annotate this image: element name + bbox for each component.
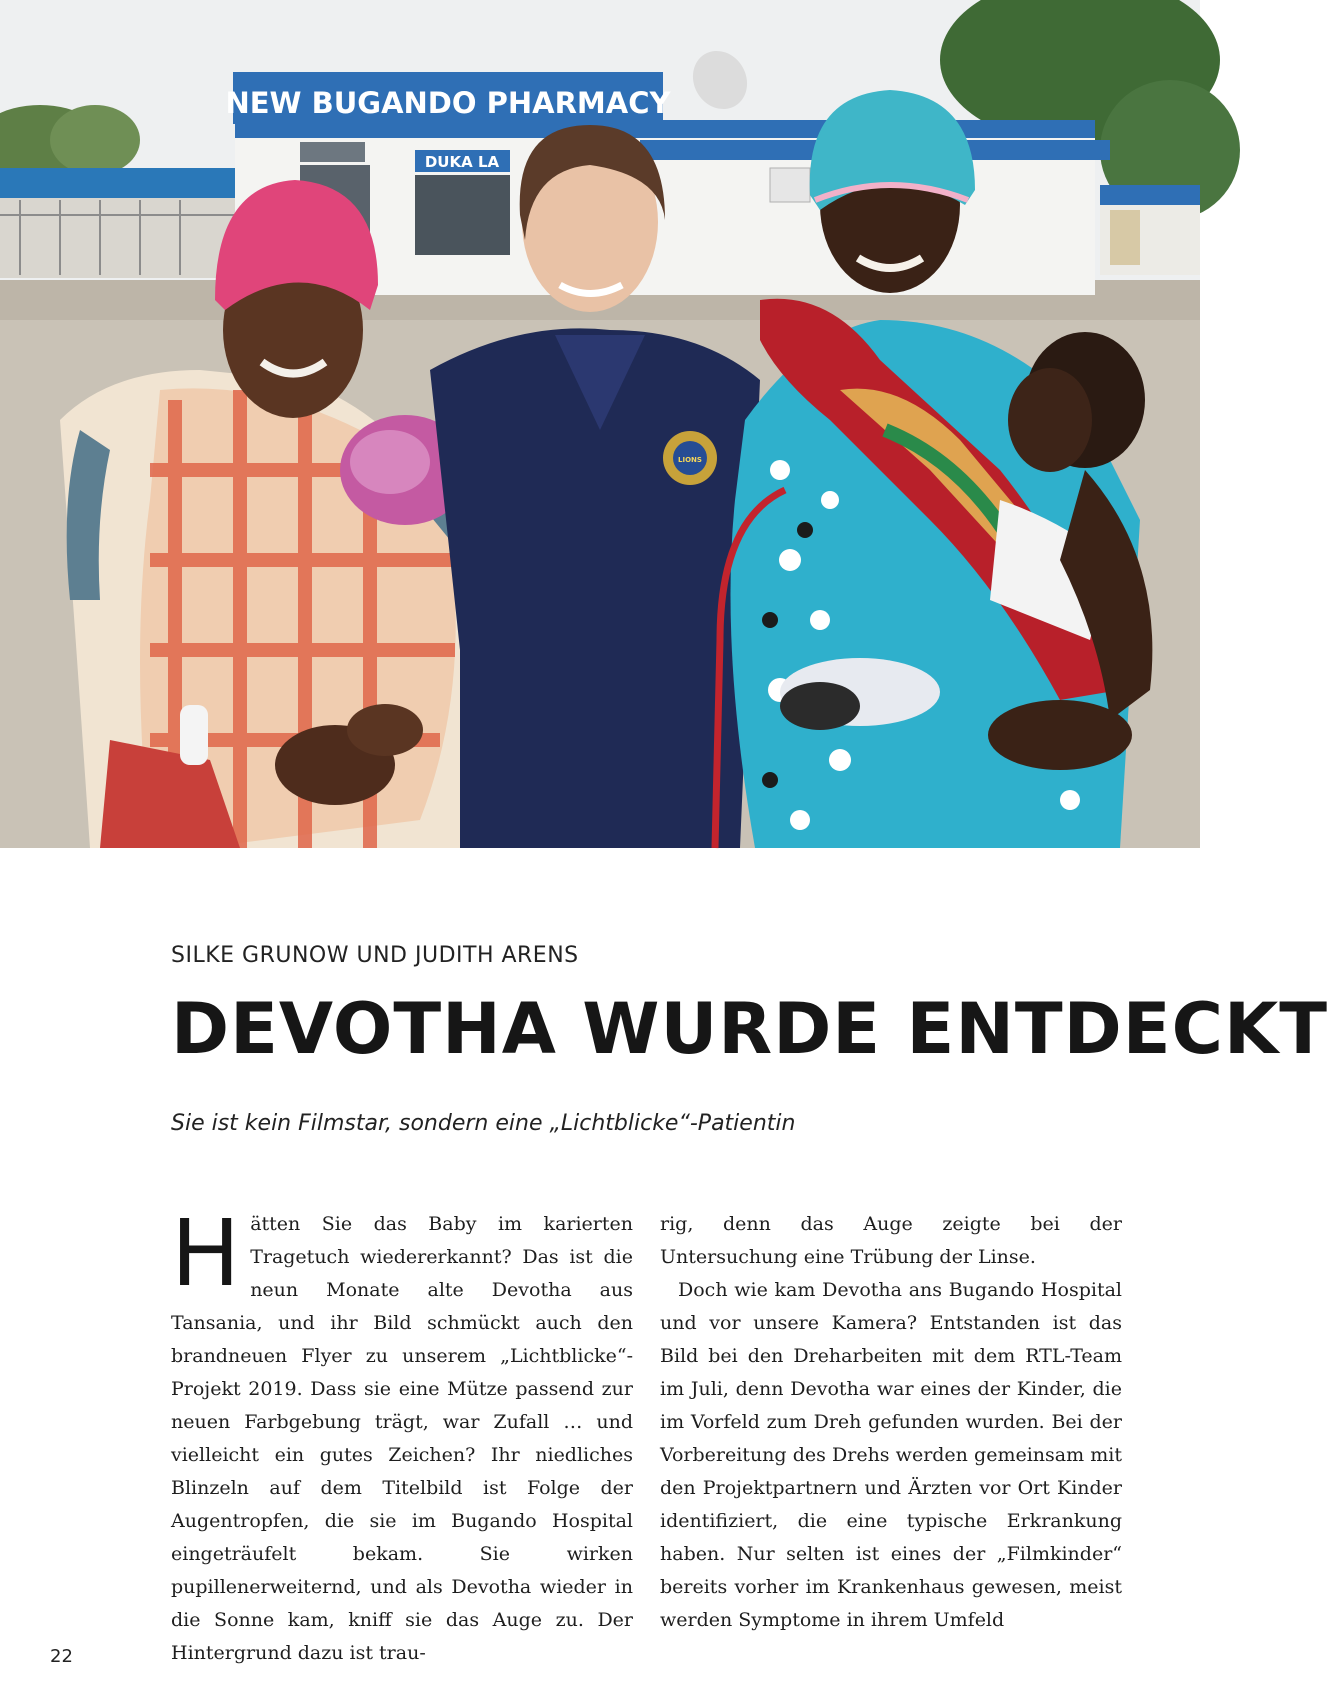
article-authors: SILKE GRUNOW UND JUDITH ARENS xyxy=(171,943,579,968)
pharmacy-sign-text: NEW BUGANDO PHARMACY xyxy=(225,86,671,120)
lions-logo-text: LIONS xyxy=(678,456,702,464)
article-column-2 xyxy=(660,1208,1122,1637)
article-paragraph-3: Doch wie kam Devotha ans Bugando Hospital und vor unsere Kamera? Entstanden ist das Bild bei den Dreharbeiten mit dem RTL-Team im Juli, denn Devotha war eines der Kinder, die im Vorfeld zum Dreh gefunden wurden. Bei der Vorbereitung des Drehs werden gemeinsam mit den Projektpartnern und Ärzten vor Ort Kinder identifiziert, die eine typische Erkrankung haben. Nur selten ist eines der „Filmkinder“ bereits vorher im Krankenhaus gewesen, meist werden Symptome in ihrem Umfeld xyxy=(660,1279,1122,1631)
article-paragraph-1-text: ätten Sie das Baby im karierten Tragetuch wiedererkannt? Das ist die neun Monate alte Devotha aus Tansania, und ihr Bild schmückt auch den brandneuen Flyer zu unserem „Lichtblicke“-Projekt 2019. Dass sie eine Mütze passend zur neuen Farbgebung trägt, war Zufall … und vielleicht ein gutes Zeichen? Ihr niedliches Blinzeln auf dem Titelbild ist Folge der Augentropfen, die sie im Bugando Hospital eingeträufelt bekam. Sie wirken pupillenerweiternd, und als Devotha wieder in die Sonne kam, kniff sie das Auge zu. Der Hintergrund dazu ist trau- xyxy=(171,1213,633,1664)
window-sign-text: DUKA LA xyxy=(424,153,500,171)
page-number: 22 xyxy=(50,1646,73,1667)
article-column-1 xyxy=(171,1200,633,1670)
drop-cap: H xyxy=(171,1200,241,1307)
article-paragraph-2: rig, denn das Auge zeigte bei der Untersuchung eine Trübung der Linse. xyxy=(660,1213,1122,1268)
hero-photo xyxy=(0,0,1200,848)
article-title: DEVOTHA WURDE ENTDECKT xyxy=(171,988,1328,1070)
hero-photo-illustration xyxy=(0,0,1200,848)
article-paragraph-1 xyxy=(171,1200,633,1670)
article-subtitle: Sie ist kein Filmstar, sondern eine „Lichtblicke“-Patientin xyxy=(171,1111,796,1136)
